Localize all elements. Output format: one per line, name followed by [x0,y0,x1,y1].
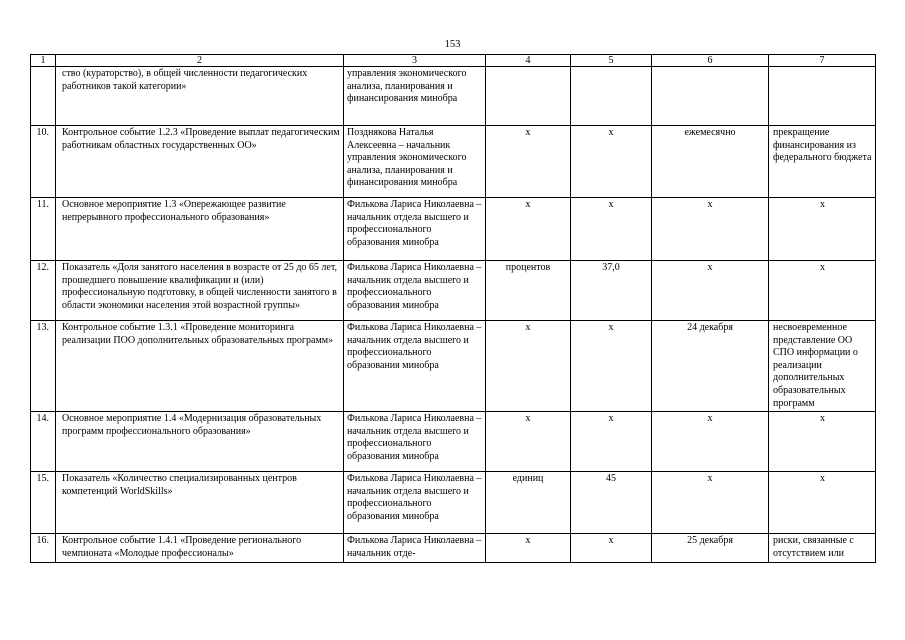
risk-cell [769,67,876,126]
table-row [31,261,876,321]
row-number: 11. [31,198,56,261]
value-cell: 45 [571,472,652,534]
responsible-person: управления экономического анализа, планирования и финансирования минобра [344,67,486,126]
item-name: Основное мероприятие 1.3 «Опережающее развитие непрерывного профессионального образования» [56,198,344,261]
responsible-person: Филькова Лариса Николаевна – начальник отдела высшего и профессионального образования минобра [344,321,486,412]
date-cell: х [652,412,769,472]
unit-cell: х [486,534,571,563]
column-header: 1 [31,55,56,67]
row-number: 12. [31,261,56,321]
date-cell: 25 декабря [652,534,769,563]
value-cell: х [571,126,652,198]
value-cell: х [571,321,652,412]
column-header: 3 [344,55,486,67]
table-row [31,412,876,472]
item-name: Контрольное событие 1.2.3 «Проведение выплат педагогическим работникам областных государственных ОО» [56,126,344,198]
responsible-person: Позднякова Наталья Алексеевна – начальник управления экономического анализа, планирования и финансирования минобра [344,126,486,198]
unit-cell: процентов [486,261,571,321]
risk-cell: х [769,261,876,321]
item-name: Основное мероприятие 1.4 «Модернизация образовательных программ профессионального образования» [56,412,344,472]
value-cell: 37,0 [571,261,652,321]
value-cell: х [571,198,652,261]
item-name: ство (кураторство), в общей численности педагогических работников такой категории» [56,67,344,126]
column-header: 4 [486,55,571,67]
row-number: 13. [31,321,56,412]
table-row [31,67,876,126]
risk-cell: х [769,412,876,472]
column-header: 2 [56,55,344,67]
date-cell: 24 декабря [652,321,769,412]
unit-cell: х [486,412,571,472]
column-header: 7 [769,55,876,67]
risk-cell: риски, связанные с отсутствием или [769,534,876,563]
date-cell [652,67,769,126]
risk-cell: х [769,198,876,261]
responsible-person: Филькова Лариса Николаевна – начальник отдела высшего и профессионального образования минобра [344,261,486,321]
table-row [31,534,876,563]
table-row [31,126,876,198]
responsible-person: Филькова Лариса Николаевна – начальник отдела высшего и профессионального образования минобра [344,472,486,534]
row-number: 16. [31,534,56,563]
risk-cell: несвоевременное представление ОО СПО информации о реализации дополнительных образовательных программ [769,321,876,412]
date-cell: х [652,198,769,261]
date-cell: х [652,261,769,321]
responsible-person: Филькова Лариса Николаевна – начальник отдела высшего и профессионального образования минобра [344,198,486,261]
unit-cell: х [486,321,571,412]
item-name: Контрольное событие 1.3.1 «Проведение мониторинга реализации ПОО дополнительных образовательных программ» [56,321,344,412]
unit-cell: единиц [486,472,571,534]
date-cell: ежемесячно [652,126,769,198]
value-cell: х [571,534,652,563]
page-number: 153 [444,39,461,50]
date-cell: х [652,472,769,534]
row-number [31,67,56,126]
column-header: 6 [652,55,769,67]
risk-cell: х [769,472,876,534]
item-name: Контрольное событие 1.4.1 «Проведение регионального чемпионата «Молодые профессионалы» [56,534,344,563]
plan-table [30,54,876,563]
row-number: 14. [31,412,56,472]
table-row [31,321,876,412]
responsible-person: Филькова Лариса Николаевна – начальник отде- [344,534,486,563]
row-number: 10. [31,126,56,198]
unit-cell: х [486,126,571,198]
column-header: 5 [571,55,652,67]
value-cell [571,67,652,126]
table-header-row [31,55,876,67]
risk-cell: прекращение финансирования из федерального бюджета [769,126,876,198]
responsible-person: Филькова Лариса Николаевна – начальник отдела высшего и профессионального образования минобра [344,412,486,472]
item-name: Показатель «Доля занятого населения в возрасте от 25 до 65 лет, прошедшего повышение квалификации и (или) профессиональную подготовку, в общей численности занятого в области экономики населения этой возрастной группы» [56,261,344,321]
table-row [31,198,876,261]
value-cell: х [571,412,652,472]
unit-cell: х [486,198,571,261]
row-number: 15. [31,472,56,534]
item-name: Показатель «Количество специализированных центров компетенций WorldSkills» [56,472,344,534]
table-row [31,472,876,534]
unit-cell [486,67,571,126]
